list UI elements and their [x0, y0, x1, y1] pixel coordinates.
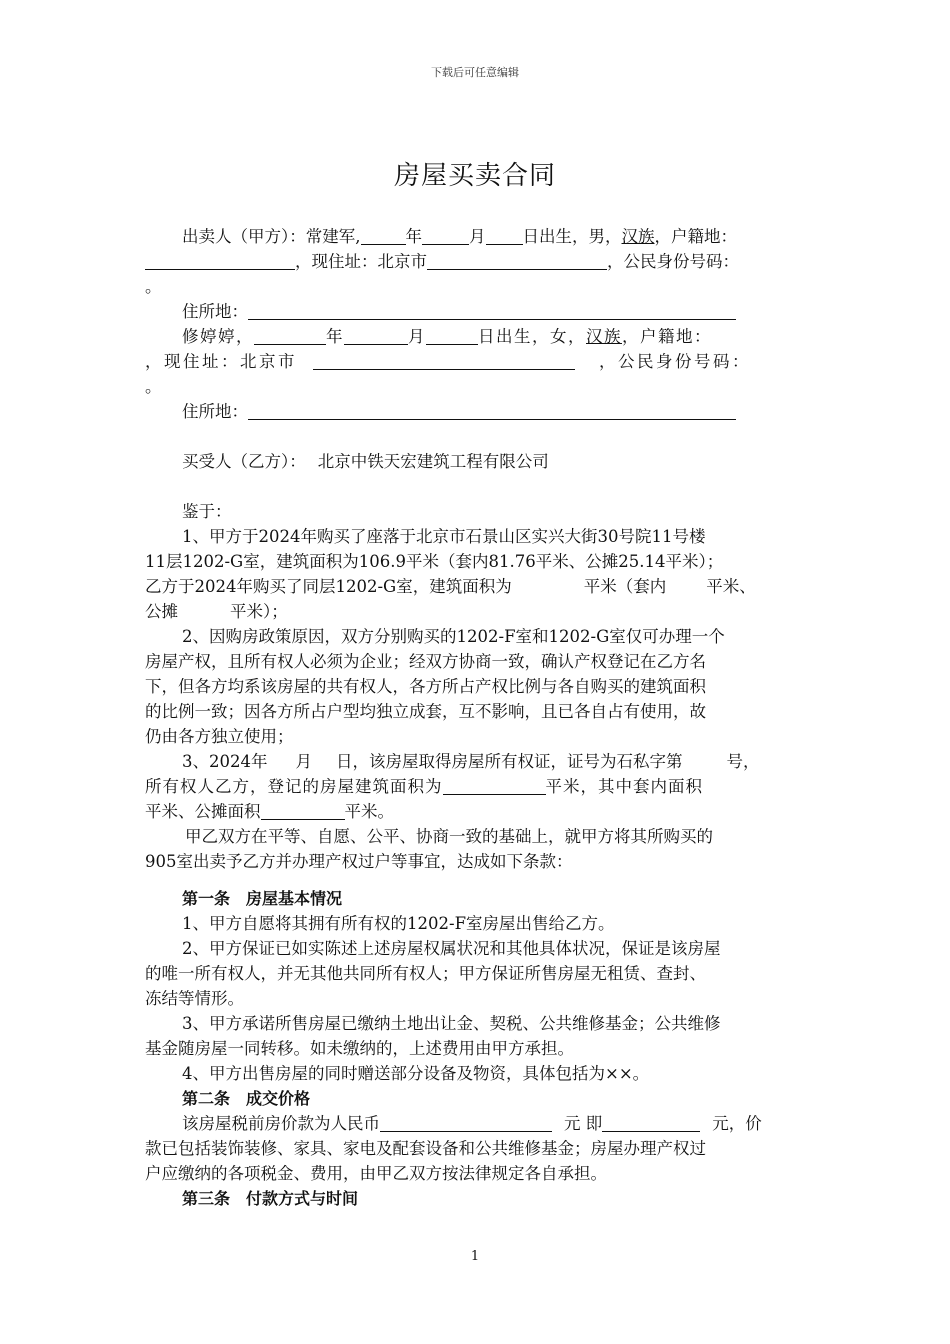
- seller-residence-blank: [248, 300, 736, 320]
- text-span: 公摊: [145, 602, 178, 621]
- census-label: ，户籍地：: [622, 327, 712, 346]
- coseller-birth-year-blank: [254, 325, 326, 345]
- shared-area-blank: [261, 800, 345, 820]
- text-span: 乙方于2024年购买了同层1202-G室，建筑面积为: [145, 577, 512, 596]
- whereas-clause3-line1: [145, 749, 807, 774]
- whereas-clause3-line2: [145, 774, 807, 799]
- text-span: 平米、: [706, 577, 756, 596]
- coseller-address-blank: [313, 350, 575, 370]
- seller-address-blank: [427, 250, 607, 270]
- residence-label: 住所地：: [182, 402, 248, 421]
- text-span: 该房屋税前房价款为人民币: [182, 1114, 380, 1133]
- price-words-blank: [602, 1112, 700, 1132]
- text-span: 日，该房屋取得房屋所有权证，证号为石私字第: [336, 752, 683, 771]
- seller-ethnicity: 汉族: [621, 227, 655, 246]
- seller-line-2: [145, 249, 807, 274]
- article1-p3-line1: 3、甲方承诺所售房屋已缴纳土地出让金、契税、公共维修基金；公共维修: [182, 1014, 721, 1033]
- text-span: 平米、公摊面积: [145, 802, 261, 821]
- whereas-clause1-line2: 11层1202-G室，建筑面积为106.9平米（套内81.76平米、公摊25.14平米）；: [145, 552, 724, 571]
- birth-label: 日出生，女，: [478, 327, 586, 346]
- coseller-residence-line: [145, 399, 807, 424]
- article1-p2-line1: 2、甲方保证已如实陈述上述房屋权属状况和其他具体状况，保证是该房屋: [182, 939, 721, 958]
- current-address-label: ，现住址：北京市: [295, 252, 427, 271]
- text-span: 号，: [726, 752, 760, 771]
- whereas-clause3-line3: [145, 799, 807, 824]
- whereas-clause2-line3: 下，但各方均系该房屋的共有权人，各方所占产权比例与各自购买的建筑面积: [145, 677, 706, 696]
- coseller-ethnicity: 汉族: [586, 327, 622, 346]
- seller-intro: 出卖人（甲方）：常建军,: [182, 227, 361, 246]
- article2-heading: 第二条 成交价格: [182, 1089, 311, 1108]
- coseller-residence-blank: [248, 400, 736, 420]
- seller-birth-day-blank: [486, 225, 523, 245]
- coseller-line-2: [145, 349, 807, 374]
- whereas-clause1-line4: [145, 599, 807, 624]
- whereas-clause1-line1: 1、甲方于2024年购买了座落于北京市石景山区实兴大街30号院11号楼: [182, 527, 706, 546]
- page-number: 1: [470, 1249, 480, 1264]
- text-span: 月: [295, 752, 312, 771]
- whereas-heading: 鉴于：: [182, 502, 232, 521]
- article1-heading: 第一条 房屋基本情况: [182, 889, 343, 908]
- coseller-birth-month-blank: [344, 325, 408, 345]
- year-label: 年: [326, 327, 344, 346]
- month-label: 月: [408, 327, 426, 346]
- seller-residence-line: [145, 299, 807, 324]
- agreement-line1: 甲乙双方在平等、自愿、公平、协商一致的基础上，就甲方将其所购买的: [185, 827, 713, 846]
- seller-line-3: 。: [145, 277, 162, 296]
- buyer-name: 北京中铁天宏建筑工程有限公司: [317, 452, 549, 471]
- text-span: 平米。: [344, 802, 394, 821]
- text-span: 平米）；: [230, 602, 288, 621]
- price-blank: [380, 1112, 552, 1132]
- seller-birth-month-blank: [422, 225, 469, 245]
- seller-line-1: [145, 224, 807, 249]
- coseller-line-3: 。: [145, 377, 162, 396]
- article1-p2-line3: 冻结等情形。: [145, 989, 244, 1008]
- whereas-clause2-line5: 仍由各方独立使用；: [145, 727, 294, 746]
- text-span: 平米（套内: [583, 577, 667, 596]
- text-span: 3、2024年: [182, 752, 268, 771]
- coseller-name: 修婷婷，: [182, 327, 254, 346]
- year-label: 年: [405, 227, 422, 246]
- article3-heading: 第三条 付款方式与时间: [182, 1189, 359, 1208]
- census-label: ，户籍地：: [654, 227, 737, 246]
- birth-label: 日出生，男，: [522, 227, 622, 246]
- whereas-clause2-line4: 的比例一致；因各方所占户型均独立成套，互不影响，且已各自占有使用，故: [145, 702, 706, 721]
- residence-label: 住所地：: [182, 302, 248, 321]
- article2-line1: [145, 1111, 807, 1136]
- article2-line2: 款已包括装饰装修、家具、家电及配套设备和公共维修基金；房屋办理产权过: [145, 1139, 706, 1158]
- month-label: 月: [469, 227, 486, 246]
- text-span: 所有权人乙方，登记的房屋建筑面积为: [145, 777, 443, 796]
- agreement-line2: 905室出卖予乙方并办理产权过户等事宜，达成如下条款：: [145, 852, 573, 871]
- coseller-birth-day-blank: [426, 325, 478, 345]
- article2-line3: 户应缴纳的各项税金、费用，由甲乙双方按法律规定各自承担。: [145, 1164, 607, 1183]
- current-address-label: ，现住址：北京市: [145, 352, 297, 371]
- text-span: 元，价: [712, 1114, 762, 1133]
- text-span: 元 即: [564, 1114, 603, 1133]
- coseller-line-1: [145, 324, 807, 349]
- contract-body: [145, 224, 807, 1211]
- id-label: ，公民身份号码：: [607, 252, 739, 271]
- whereas-clause1-line3: [145, 574, 807, 599]
- whereas-clause2-line1: 2、因购房政策原因，双方分别购买的1202-F室和1202-G室仅可办理一个: [182, 627, 725, 646]
- article1-p1: 1、甲方自愿将其拥有所有权的1202-F室房屋出售给乙方。: [182, 914, 615, 933]
- header-note: 下载后可任意编辑: [431, 66, 519, 79]
- id-label: ，公民身份号码：: [599, 352, 751, 371]
- buyer-line: [145, 449, 807, 474]
- article1-p2-line2: 的唯一所有权人，并无其他共同所有权人；甲方保证所售房屋无租赁、查封、: [145, 964, 706, 983]
- document-title: 房屋买卖合同: [393, 161, 556, 191]
- article1-p4: 4、甲方出售房屋的同时赠送部分设备及物资，具体包括为××。: [182, 1064, 650, 1083]
- article1-p3-line2: 基金随房屋一同转移。如未缴纳的，上述费用由甲方承担。: [145, 1039, 574, 1058]
- buyer-label: 买受人（乙方）：: [182, 452, 306, 471]
- seller-census-blank: [145, 250, 295, 270]
- registered-area-blank: [443, 775, 546, 795]
- whereas-clause2-line2: 房屋产权，且所有权人必须为企业；经双方协商一致，确认产权登记在乙方名: [145, 652, 706, 671]
- text-span: 平米，其中套内面积: [545, 777, 703, 796]
- seller-birth-year-blank: [361, 225, 406, 245]
